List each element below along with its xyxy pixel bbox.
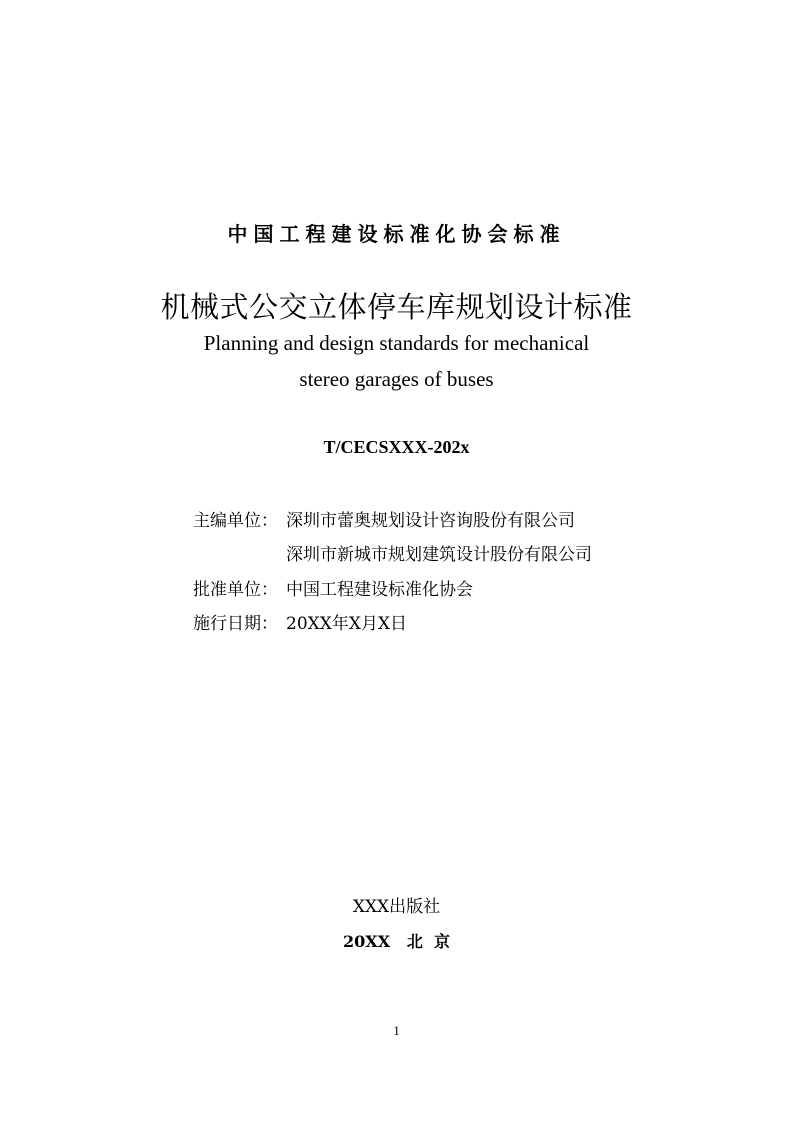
chief-editor-label: 主编单位： [193, 511, 278, 531]
effective-date-label: 施行日期： [193, 614, 278, 634]
chief-editor-unit-2: 深圳市新城市规划建筑设计股份有限公司 [286, 545, 592, 565]
page-number: 1 [393, 1023, 400, 1038]
publisher: XXX出版社 [352, 897, 441, 917]
title-english-line-1: Planning and design standards for mechanical [203, 331, 590, 355]
title-english-line-2: stereo garages of buses [299, 367, 494, 391]
approval-label: 批准单位： [193, 580, 278, 600]
publication-year-city: 20XX 北 京 [343, 932, 450, 951]
approval-unit: 中国工程建设标准化协会 [286, 580, 473, 600]
title-chinese: 机械式公交立体停车库规划设计标准 [160, 290, 633, 324]
association-header: 中国工程建设标准化协会标准 [227, 222, 566, 246]
chief-editor-unit-1: 深圳市蕾奥规划设计咨询股份有限公司 [286, 511, 575, 531]
standard-code: T/CECSXXX-202x [323, 437, 470, 457]
effective-date: 20XX年X月X日 [286, 614, 408, 634]
